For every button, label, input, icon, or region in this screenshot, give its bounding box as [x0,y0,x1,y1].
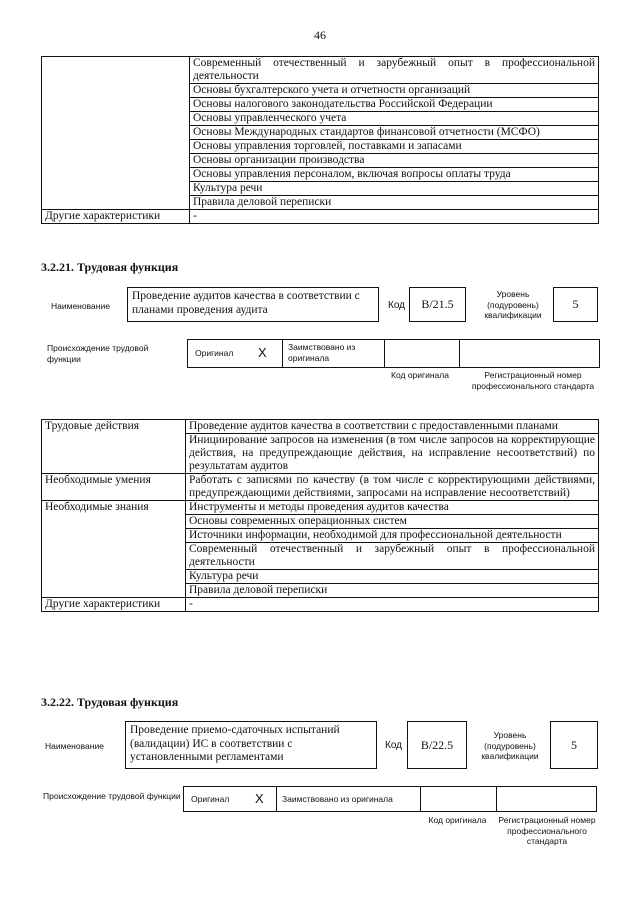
knowledge-item: Правила деловой переписки [186,584,599,598]
original-label: Оригинал [191,794,230,804]
origin-label: Происхождение трудовой функции [43,791,181,801]
divider [420,787,421,811]
knowledge-item: Источники информации, необходимой для профессиональной деятельности [186,529,599,543]
table-row [42,501,599,515]
other-characteristics-value: - [186,598,599,612]
original-mark: X [258,345,267,360]
skill-item: Работать с записями по качеству (в том числе с корректирующими действиями, предупреждающими действиями, запросами на исправление несоответствий) [186,474,599,501]
page-number: 46 [314,28,326,42]
divider [384,340,385,367]
knowledge-item: Основы бухгалтерского учета и отчетности организаций [190,84,599,98]
function-name-box [127,287,379,322]
name-label: Наименование [45,741,104,751]
function-name: Проведение аудитов качества в соответствии с планами проведения аудита [132,290,360,316]
section-title-3222: 3.2.22. Трудовая функция [41,695,179,709]
code-value: В/21.5 [421,297,454,311]
level-box [553,287,598,322]
knowledge-table-continued [41,56,599,224]
other-characteristics-value: - [190,210,599,224]
knowledge-item: Культура речи [186,570,599,584]
level-label: Уровень (подуровень) квалификации [481,730,539,761]
knowledge-item: Основы управления персоналом, включая вопросы оплаты труда [190,168,599,182]
table-row [42,210,599,224]
original-label: Оригинал [195,348,234,358]
divider [496,787,497,811]
level-box [550,721,598,769]
reg-number-label: Регистрационный номер профессионального стандарта [471,370,595,391]
table-row [42,474,599,501]
knowledge-item: Основы организации производства [190,154,599,168]
knowledge-item: Культура речи [190,182,599,196]
name-label: Наименование [51,301,110,311]
knowledge-label: Необходимые знания [42,501,186,598]
knowledge-item: Современный отечественный и зарубежный опыт в профессиональной деятельности [186,543,599,570]
origin-row [187,339,600,368]
knowledge-item: Основы управления торговлей, поставками и запасами [190,140,599,154]
skills-label: Необходимые умения [42,474,186,501]
knowledge-item: Основы налогового законодательства Российской Федерации [190,98,599,112]
level-value: 5 [571,737,577,752]
code-box [407,721,467,769]
divider [276,787,277,811]
code-original-label: Код оригинала [391,370,449,380]
function-name-box [125,721,377,769]
function-3221-table [41,419,599,612]
divider [459,340,460,367]
divider [282,340,283,367]
action-item: Проведение аудитов качества в соответствии с предоставленными планами [186,420,599,434]
code-original-label: Код оригинала [428,815,487,825]
knowledge-item: Основы управленческого учета [190,112,599,126]
origin-label: Происхождение трудовой функции [47,343,149,364]
empty-label-cell [42,57,190,210]
table-row [42,598,599,612]
origin-row [183,786,597,812]
action-item: Инициирование запросов на изменения (в том числе запросов на корректирующие действия, на предупреждающие действия, на исправление несоответствий) по результатам аудитов [186,434,599,474]
level-value: 5 [572,297,579,311]
code-value: В/22.5 [420,737,454,752]
code-label: Код [388,300,406,311]
table-row [42,57,599,84]
reg-number-label: Регистрационный номер профессионального стандарта [498,815,596,846]
other-characteristics-label: Другие характеристики [42,210,190,224]
code-box [409,287,466,322]
function-name: Проведение приемо-сдаточных испытаний (валидации) ИС в соответствии с установленными регламентами [130,724,340,763]
knowledge-item: Основы современных операционных систем [186,515,599,529]
other-characteristics-label: Другие характеристики [42,598,186,612]
knowledge-item: Основы Международных стандартов финансовой отчетности (МСФО) [190,126,599,140]
knowledge-item: Правила деловой переписки [190,196,599,210]
code-label: Код [385,740,403,751]
borrowed-label: Заимствовано из оригинала [288,342,356,363]
section-title-3221: 3.2.21. Трудовая функция [41,260,179,274]
original-mark: X [255,791,264,806]
knowledge-item: Современный отечественный и зарубежный опыт в профессиональной деятельности [190,57,599,84]
borrowed-label: Заимствовано из оригинала [282,794,393,804]
knowledge-item: Инструменты и методы проведения аудитов качества [186,501,599,515]
actions-label: Трудовые действия [42,420,186,474]
table-row [42,420,599,434]
level-label: Уровень (подуровень) квалификации [484,289,542,320]
